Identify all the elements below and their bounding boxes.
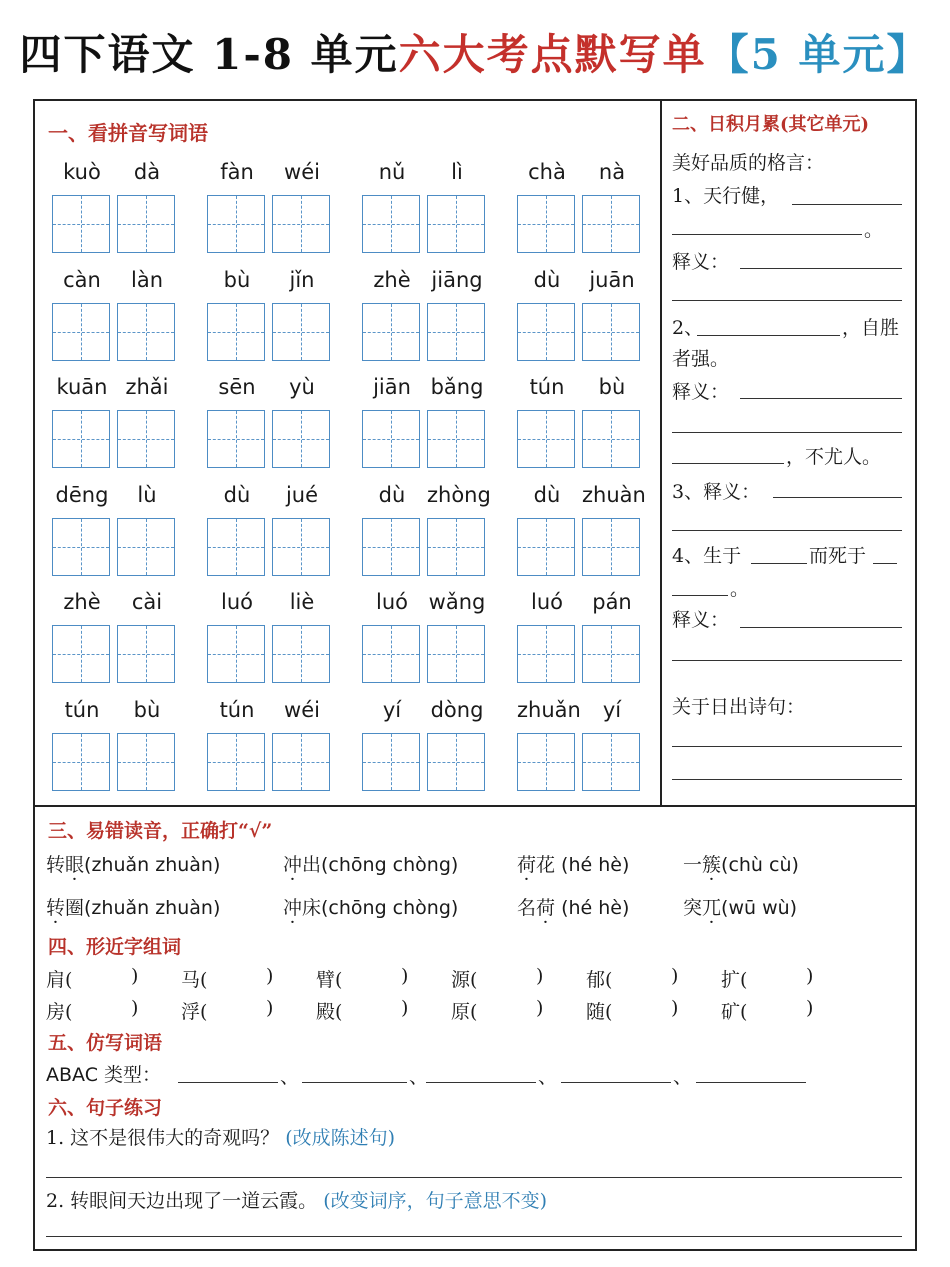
paren-close: ) [401, 965, 409, 987]
writing-box[interactable] [517, 625, 575, 683]
maxim-intro: 美好品质的格言： [672, 152, 825, 174]
writing-box[interactable] [117, 518, 175, 576]
char-prompt: 随( [586, 1001, 613, 1023]
writing-box[interactable] [52, 195, 110, 253]
writing-box[interactable] [52, 303, 110, 361]
pinyin-label: dà [133, 160, 161, 184]
blank-line[interactable] [672, 234, 862, 235]
meaning-label: 释义： [672, 609, 730, 631]
pinyin-label: zhè [373, 267, 411, 292]
pinyin-label: juān [589, 267, 635, 292]
blank-line[interactable] [672, 463, 784, 464]
writing-box[interactable] [427, 410, 485, 468]
section6-title: 六、句子练习 [48, 1097, 163, 1119]
char-prompt: 肩( [46, 969, 73, 991]
pinyin-label: jiāng [431, 267, 483, 292]
dotted-char: 冲 [283, 897, 303, 919]
pinyin-label: yí [602, 698, 622, 722]
pinyin-label: wǎng [428, 590, 486, 615]
dotted-char: 簇 [702, 854, 722, 876]
pinyin-label: zhè [63, 590, 101, 615]
pronunciation-item[interactable] [517, 850, 629, 877]
item-pinyin: 圈(zhuǎn zhuàn) [65, 897, 221, 919]
writing-box[interactable] [582, 303, 640, 361]
writing-box[interactable] [207, 733, 265, 791]
pinyin-label: jué [285, 482, 319, 507]
char-prompt: 源( [451, 969, 478, 991]
pinyin-label: zhòng [427, 482, 491, 507]
abac-blank[interactable] [426, 1082, 536, 1083]
pinyin-label: lì [451, 160, 463, 184]
pinyin-label: dòng [430, 698, 484, 722]
char-prompt: 殿( [316, 1001, 343, 1023]
section4-title: 四、形近字组词 [48, 936, 182, 958]
char-prompt: 郁( [586, 969, 613, 991]
pronunciation-item[interactable] [46, 850, 220, 877]
dotted-char: 兀 [702, 897, 722, 919]
maxim-q3: 3、释义： [672, 481, 761, 503]
maxim-q4a: 4、生于 [672, 545, 742, 567]
pronunciation-item[interactable] [283, 850, 458, 877]
pinyin-label: dù [533, 482, 561, 507]
pinyin-label: chà [528, 160, 566, 184]
paren-close: ) [266, 965, 274, 987]
item-prefix: 一 [683, 854, 703, 876]
title-part1: 四下语文 1-8 单元 [19, 30, 399, 79]
paren-close: ) [131, 997, 139, 1019]
writing-box[interactable] [362, 195, 420, 253]
maxim-q1: 1、天行健， [672, 185, 780, 207]
item-pinyin: 花 (hé hè) [536, 854, 630, 876]
char-prompt: 矿( [721, 1001, 748, 1023]
writing-box[interactable] [117, 625, 175, 683]
pinyin-label: tún [219, 698, 255, 722]
writing-box[interactable] [517, 303, 575, 361]
pinyin-label: nǔ [378, 160, 406, 184]
item-prefix: 转 [46, 854, 66, 876]
writing-box[interactable] [517, 518, 575, 576]
blank-line[interactable] [740, 268, 902, 269]
writing-box[interactable] [427, 625, 485, 683]
pinyin-label: wéi [284, 160, 320, 184]
writing-box[interactable] [207, 410, 265, 468]
dotted-char: 荷 [517, 854, 537, 876]
pinyin-label: yù [289, 375, 315, 400]
pinyin-label: dù [533, 267, 561, 292]
writing-box[interactable] [582, 195, 640, 253]
pinyin-label: luó [376, 590, 408, 615]
pinyin-label: tún [529, 375, 565, 400]
writing-box[interactable] [517, 195, 575, 253]
abac-blank[interactable] [178, 1082, 278, 1083]
pinyin-label: fàn [220, 160, 254, 184]
blank-line[interactable] [672, 746, 902, 747]
paren-close: ) [671, 965, 679, 987]
pinyin-label: làn [130, 267, 163, 292]
paren-close: ) [536, 965, 544, 987]
writing-box[interactable] [52, 733, 110, 791]
section5-title: 五、仿写词语 [48, 1032, 163, 1054]
writing-box[interactable] [207, 303, 265, 361]
pinyin-label: kuò [63, 160, 101, 184]
paren-close: ) [671, 997, 679, 1019]
pinyin-label: bù [133, 698, 161, 722]
pinyin-label: zhǎi [125, 375, 169, 400]
pinyin-label: dēng [55, 482, 109, 507]
pinyin-label: zhuǎn [517, 698, 581, 722]
dotted-char: 荷 [536, 897, 556, 919]
sentence-q2-hint: (改变词序，句子意思不变) [323, 1190, 548, 1212]
sunrise-label: 关于日出诗句： [672, 696, 806, 718]
item-pinyin: 出(chōng chòng) [302, 854, 459, 876]
paren-close: ) [536, 997, 544, 1019]
writing-box[interactable] [582, 625, 640, 683]
writing-box[interactable] [117, 733, 175, 791]
writing-box[interactable] [582, 518, 640, 576]
item-pinyin: (hé hè) [555, 897, 630, 919]
writing-box[interactable] [362, 303, 420, 361]
char-prompt: 臂( [316, 969, 343, 991]
item-pinyin: 床(chōng chòng) [302, 897, 459, 919]
meaning-label: 释义： [672, 251, 730, 273]
maxim-q2-cont: 者强。 [672, 348, 730, 370]
separator: 、 [280, 1066, 300, 1088]
writing-box[interactable] [272, 195, 330, 253]
pronunciation-item[interactable] [283, 893, 458, 920]
blank-line[interactable] [672, 595, 728, 596]
blank-line[interactable] [773, 497, 902, 498]
pinyin-label: luó [531, 590, 563, 615]
blank-line[interactable] [792, 204, 902, 205]
paren-close: ) [806, 997, 814, 1019]
pinyin-label: pán [592, 590, 632, 615]
pinyin-label: kuān [56, 375, 108, 400]
maxim-q1-end: 。 [864, 219, 884, 241]
writing-box[interactable] [117, 195, 175, 253]
blank-line[interactable] [672, 660, 902, 661]
writing-box[interactable] [517, 733, 575, 791]
blank-line[interactable] [740, 398, 902, 399]
writing-box[interactable] [52, 410, 110, 468]
item-pinyin: (wū wù) [721, 897, 798, 919]
writing-box[interactable] [362, 410, 420, 468]
maxim-q4-end: 。 [730, 578, 750, 600]
char-prompt: 浮( [181, 1001, 208, 1023]
title-part2: 六大考点默写单 [398, 30, 707, 79]
answer-line[interactable] [46, 1177, 902, 1178]
writing-box[interactable] [517, 410, 575, 468]
answer-line[interactable] [46, 1236, 902, 1237]
writing-box[interactable] [362, 733, 420, 791]
writing-box[interactable] [117, 303, 175, 361]
paren-close: ) [806, 965, 814, 987]
pinyin-label: bù [598, 375, 626, 400]
section1-title: 一、看拼音写词语 [48, 121, 208, 145]
writing-box[interactable] [582, 733, 640, 791]
separator: 、 [538, 1066, 558, 1088]
item-prefix: 突 [683, 897, 703, 919]
abac-blank[interactable] [561, 1082, 671, 1083]
meaning-label: 释义： [672, 381, 730, 403]
writing-box[interactable] [427, 733, 485, 791]
sentence-q1-hint: (改成陈述句) [285, 1127, 396, 1149]
dotted-char: 眼 [65, 854, 85, 876]
writing-box[interactable] [272, 303, 330, 361]
pinyin-label: tún [64, 698, 100, 722]
writing-box[interactable] [272, 625, 330, 683]
title-part3: 【5 单元】 [706, 30, 931, 79]
pinyin-label: zhuàn [582, 482, 646, 507]
writing-box[interactable] [272, 410, 330, 468]
blank-line[interactable] [873, 563, 897, 564]
pinyin-label: dù [223, 482, 251, 507]
blank-line[interactable] [672, 432, 902, 433]
writing-box[interactable] [52, 625, 110, 683]
maxim-q2-end: ，自胜 [842, 317, 900, 339]
pinyin-label: liè [289, 590, 315, 615]
sentence-q1 [46, 1123, 395, 1150]
pinyin-label: jǐn [289, 267, 315, 292]
pinyin-label: nà [598, 160, 626, 184]
dotted-char: 冲 [283, 854, 303, 876]
paren-close: ) [401, 997, 409, 1019]
pronunciation-item[interactable] [683, 850, 799, 877]
separator: 、 [409, 1066, 429, 1088]
pinyin-label: jiān [373, 375, 411, 400]
abac-blank[interactable] [302, 1082, 407, 1083]
blank-line[interactable] [697, 335, 840, 336]
pronunciation-item[interactable] [683, 893, 797, 920]
maxim-q4b: 而死于 [809, 545, 867, 567]
paren-close: ) [131, 965, 139, 987]
abac-blank[interactable] [696, 1082, 806, 1083]
section3-title: 三、易错读音，正确打“√” [48, 820, 273, 842]
pinyin-label: wéi [284, 698, 320, 722]
writing-box[interactable] [582, 410, 640, 468]
pinyin-label: sēn [218, 375, 256, 400]
writing-box[interactable] [207, 195, 265, 253]
writing-box[interactable] [427, 195, 485, 253]
pinyin-label: lù [137, 482, 157, 507]
blank-line[interactable] [672, 779, 902, 780]
pinyin-label: luó [221, 590, 253, 615]
writing-box[interactable] [117, 410, 175, 468]
abac-label: ABAC 类型： [46, 1064, 162, 1086]
blank-line[interactable] [672, 530, 902, 531]
sentence-q2 [46, 1186, 547, 1213]
char-prompt: 马( [181, 969, 208, 991]
pronunciation-item[interactable] [517, 893, 629, 920]
item-pinyin: (chù cù) [721, 854, 799, 876]
writing-box[interactable] [207, 625, 265, 683]
char-prompt: 房( [46, 1001, 73, 1023]
sentence-q2-text: 2. 转眼间天边出现了一道云霞。 [46, 1190, 318, 1212]
char-prompt: 扩( [721, 969, 748, 991]
page-title [0, 22, 950, 82]
section2-title: 二、日积月累(其它单元) [672, 114, 870, 135]
pronunciation-item[interactable] [46, 893, 220, 920]
pinyin-label: dù [378, 482, 406, 507]
writing-box[interactable] [427, 518, 485, 576]
paren-close: ) [266, 997, 274, 1019]
pinyin-label: cài [131, 590, 163, 615]
separator: 、 [673, 1066, 693, 1088]
item-pinyin: (zhuǎn zhuàn) [84, 854, 221, 876]
pinyin-label: yí [382, 698, 402, 722]
char-prompt: 原( [451, 1001, 478, 1023]
maxim-q2: 2、 [672, 317, 704, 339]
writing-box[interactable] [362, 625, 420, 683]
item-prefix: 名 [517, 897, 537, 919]
blank-line[interactable] [672, 300, 902, 301]
blank-line[interactable] [751, 563, 807, 564]
blank-line[interactable] [740, 627, 902, 628]
writing-box[interactable] [272, 518, 330, 576]
maxim-q2b-end: ，不尤人。 [786, 446, 882, 468]
pinyin-label: bù [223, 267, 251, 292]
writing-box[interactable] [362, 518, 420, 576]
sentence-q1-text: 1. 这不是很伟大的奇观吗？ [46, 1127, 280, 1149]
pinyin-label: bǎng [430, 375, 484, 400]
dotted-char: 转 [46, 897, 66, 919]
pinyin-label: càn [63, 267, 101, 292]
writing-box[interactable] [427, 303, 485, 361]
writing-box[interactable] [207, 518, 265, 576]
writing-box[interactable] [52, 518, 110, 576]
writing-box[interactable] [272, 733, 330, 791]
